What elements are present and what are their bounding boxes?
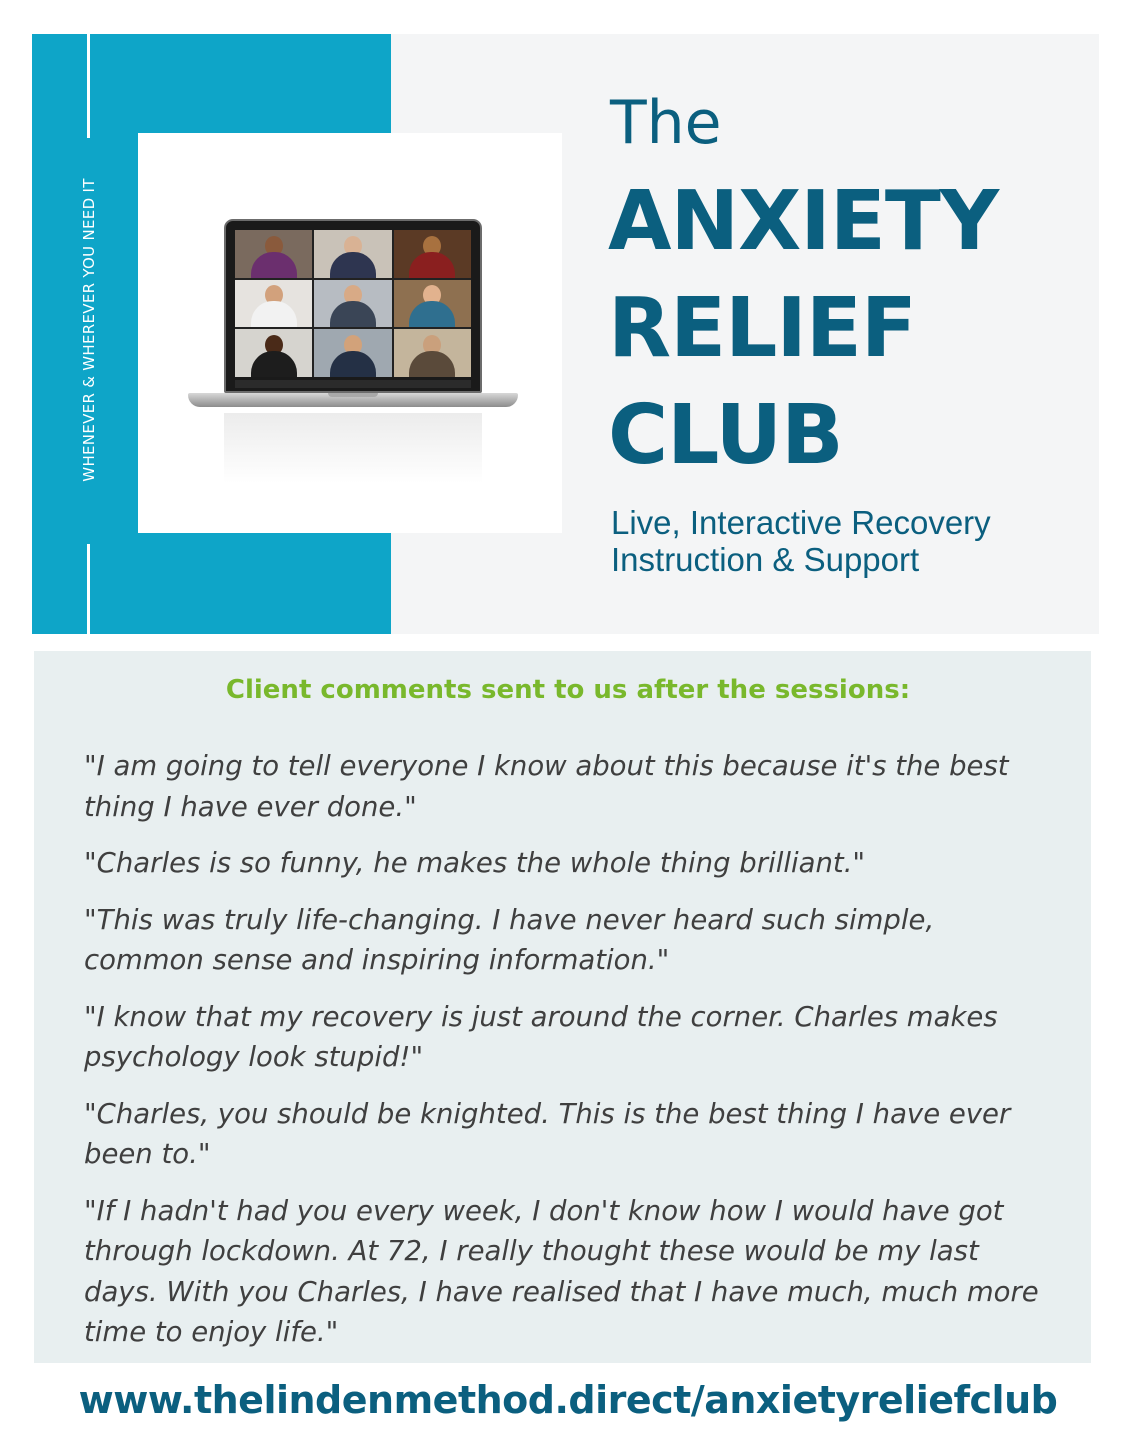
client-comment: "I am going to tell everyone I know about this because it's the best thing I have ever done." <box>84 750 1009 823</box>
client-comment: "I know that my recovery is just around the corner. Charles makes psychology look stupid!" <box>84 1000 998 1073</box>
client-comment: "Charles, you should be knighted. This is the best thing I have ever been to." <box>84 1097 1011 1170</box>
divider-line-top <box>87 34 90 138</box>
client-comment: "Charles is so funny, he makes the whole thing brilliant." <box>84 847 866 879</box>
client-comment: "This was truly life-changing. I have never heard such simple, common sense and inspiring information." <box>84 903 935 976</box>
laptop-notch <box>328 393 378 397</box>
subtitle-line: Live, Interactive Recovery <box>611 504 991 541</box>
vertical-tagline: WHENEVER & WHEREVER YOU NEED IT <box>80 178 98 482</box>
title-line: ANXIETY <box>608 174 999 269</box>
video-tile <box>235 329 312 377</box>
title-prefix: The <box>610 88 722 158</box>
comments-heading: Client comments sent to us after the sessions: <box>225 675 911 705</box>
video-tile <box>314 329 391 377</box>
video-tile <box>394 230 471 278</box>
client-comment: "If I hadn't had you every week, I don't know how I would have got through lockdown. At 72, I really thought these would be my last days. With you Charles, I have realised that I have much, much more time to enjoy life." <box>84 1194 1039 1348</box>
divider-line-bottom <box>87 544 90 634</box>
video-tile <box>235 230 312 278</box>
laptop-screen <box>224 219 482 393</box>
title-line: RELIEF <box>608 281 916 376</box>
video-call-toolbar <box>235 380 471 388</box>
video-tile <box>314 230 391 278</box>
comments-list <box>84 746 1054 1369</box>
laptop-video-call-icon <box>188 219 518 519</box>
page-title <box>608 168 998 489</box>
video-call-grid <box>235 230 471 377</box>
video-tile <box>394 280 471 328</box>
subtitle-line: Instruction & Support <box>611 541 920 578</box>
laptop-reflection <box>224 413 482 483</box>
video-tile <box>314 280 391 328</box>
website-link[interactable]: www.thelindenmethod.direct/anxietyreliefclub <box>78 1378 1058 1422</box>
title-line: CLUB <box>608 388 843 483</box>
video-tile <box>394 329 471 377</box>
video-tile <box>235 280 312 328</box>
laptop-image <box>138 133 562 533</box>
subtitle <box>611 504 991 578</box>
